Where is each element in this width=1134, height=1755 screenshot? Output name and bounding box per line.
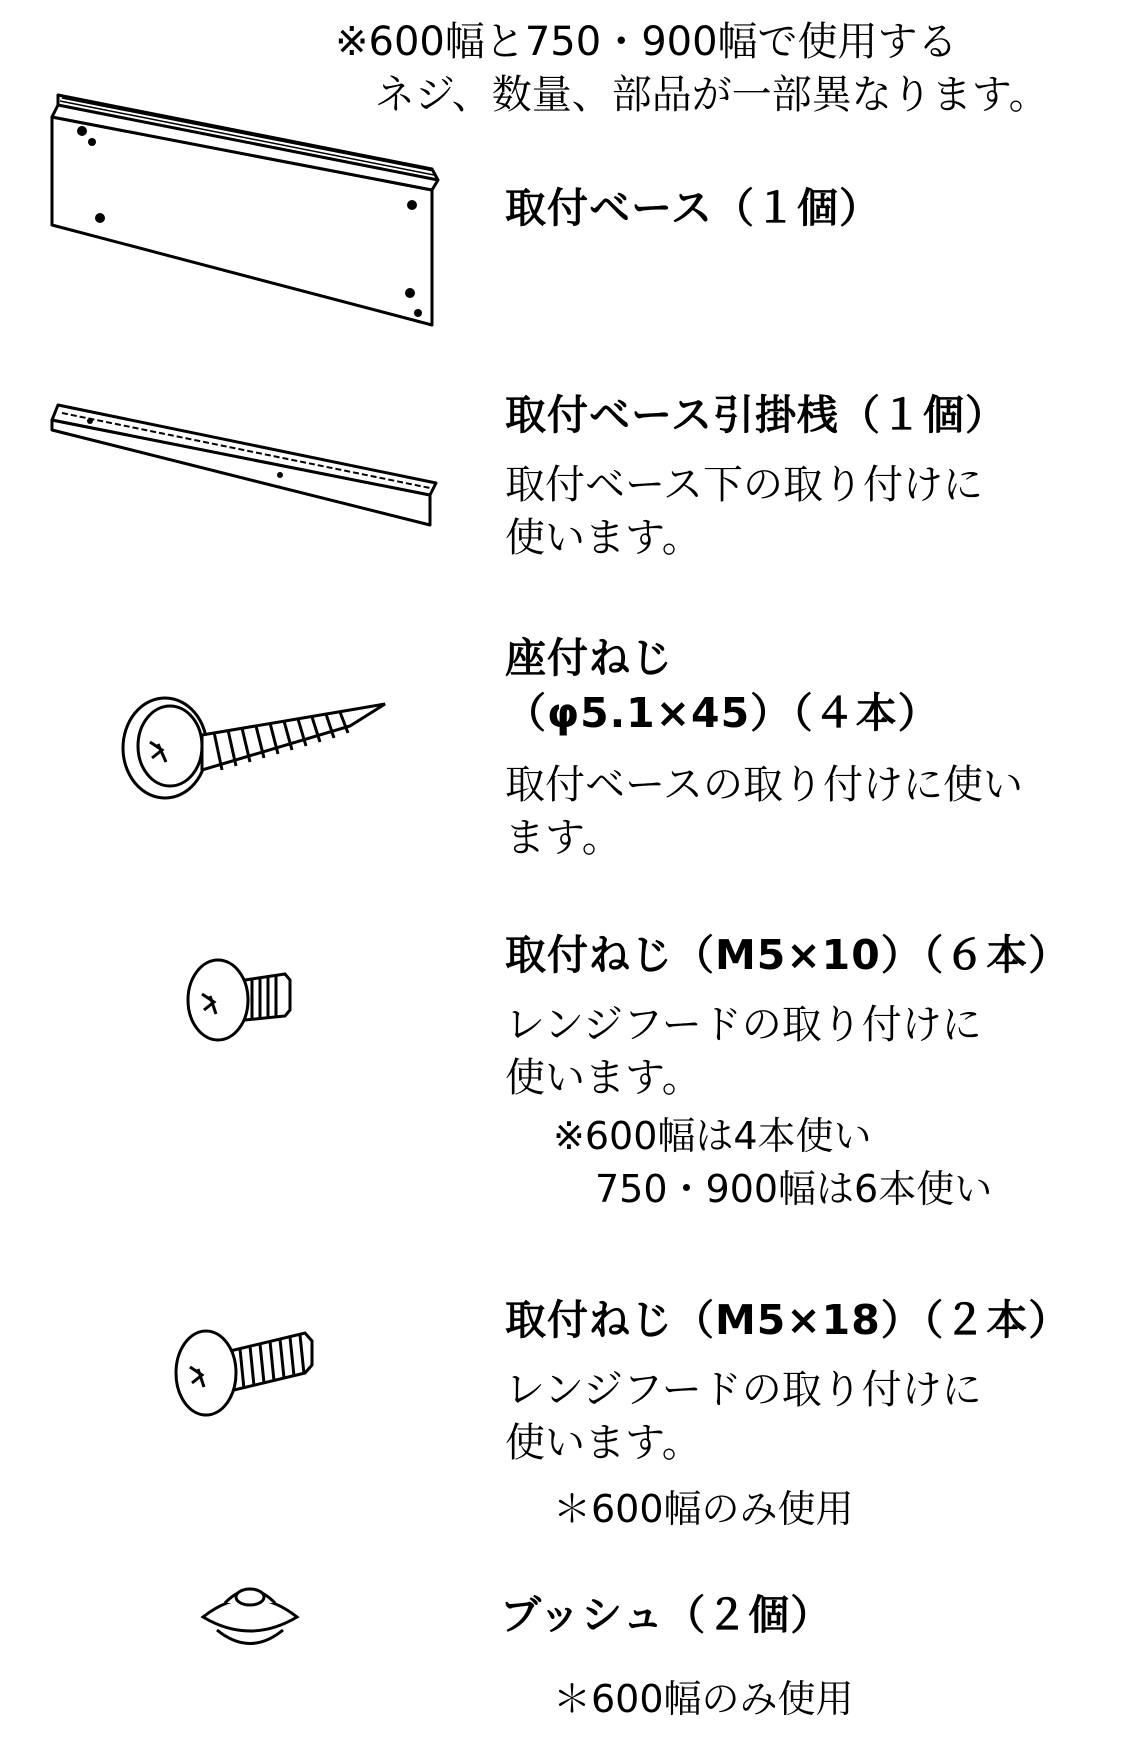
part-note-m5x10-line2: 750・900幅は6本使い <box>595 1167 993 1211</box>
part-title-m5x18-screw: 取付ねじ（M5×18）（２本） <box>505 1296 1071 1344</box>
part-note-m5x18: ＊600幅のみ使用 <box>553 1487 854 1531</box>
long-machine-screw-icon <box>170 1315 330 1425</box>
part-title-m5x10-screw: 取付ねじ（M5×10）（６本） <box>505 931 1071 979</box>
part-desc-m5x18-line1: レンジフードの取り付けに <box>505 1367 982 1413</box>
mounting-rail-icon <box>40 385 450 535</box>
part-desc-mounting-rail-line1: 取付ベース下の取り付けに <box>505 462 983 508</box>
part-note-m5x10-line1: ※600幅は4本使い <box>553 1114 872 1158</box>
part-desc-m5x10-line1: レンジフードの取り付けに <box>505 1002 982 1048</box>
header-note-line1: ※600幅と750・900幅で使用する <box>335 19 958 65</box>
part-note-bushing: ＊600幅のみ使用 <box>553 1677 854 1721</box>
part-title-wood-screw-line2: （φ5.1×45）（４本） <box>505 689 940 737</box>
part-title-wood-screw-line1: 座付ねじ <box>505 634 673 682</box>
header-note-line2: ネジ、数量、部品が一部異なります。 <box>375 72 1049 118</box>
bushing-icon <box>195 1575 305 1660</box>
part-title-mounting-rail: 取付ベース引掛桟（１個） <box>505 391 1007 439</box>
part-desc-mounting-rail-line2: 使います。 <box>505 515 702 561</box>
mounting-base-plate-icon <box>40 85 450 335</box>
part-desc-m5x18-line2: 使います。 <box>505 1420 702 1466</box>
part-desc-wood-screw-line1: 取付ベースの取り付けに使い <box>505 762 1023 808</box>
part-desc-wood-screw-line2: ます。 <box>505 815 622 861</box>
washer-head-wood-screw-icon <box>110 680 400 810</box>
part-title-mounting-base: 取付ベース（１個） <box>505 184 881 232</box>
part-title-bushing: ブッシュ（２個） <box>500 1591 833 1639</box>
part-desc-m5x10-line2: 使います。 <box>505 1055 702 1101</box>
short-machine-screw-icon <box>180 950 310 1050</box>
